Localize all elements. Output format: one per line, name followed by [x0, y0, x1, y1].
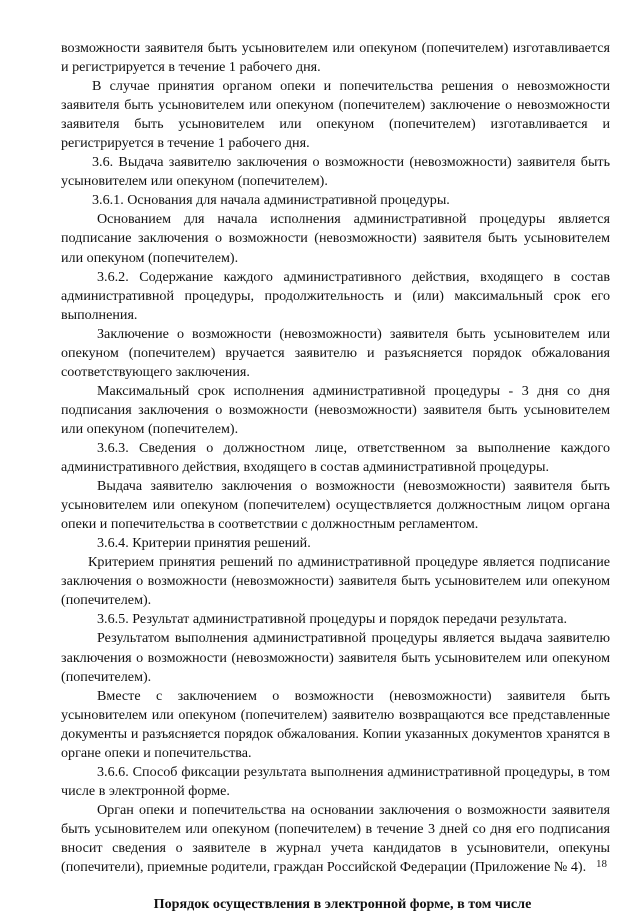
paragraph-issuance: Выдача заявителю заключения о возможности (невозможности) заявителя быть усыновителем или опекуном (попечителем) осуществляется должностным лицом органа опеки и попечительства в соответствии с должностным регламентом. — [61, 478, 610, 533]
page-number: 18 — [596, 858, 607, 870]
paragraph-registry: Орган опеки и попечительства на основании заключения о возможности заявителя быть усыновителем или опекуном (попечителем) в течение 3 дней со дня его подписания вносит сведения о заявителе в журнал учета кандидатов в усыновители, опекуны (попечители), приемные родители, граждан Российской Федерации (Приложение № 4). — [61, 801, 610, 876]
paragraph-criterion: Критерием принятия решений по административной процедуре является подписание заключения о возможности (невозможности) заявителя быть усыновителем или опекуном (попечителем). — [61, 554, 610, 609]
section-3-6-5: 3.6.5. Результат административной процедуры и порядок передачи результата. — [97, 611, 567, 628]
section-3-6: 3.6. Выдача заявителю заключения о возможности (невозможности) заявителя быть усыновителем или опекуном (попечителем). — [61, 154, 610, 190]
document-page — [61, 39, 610, 914]
section-3-6-1: 3.6.1. Основания для начала административной процедуры. — [92, 192, 450, 209]
paragraph-conclusion: Заключение о возможности (невозможности) заявителя быть усыновителем или опекуном (попечителем) вручается заявителю и разъясняется порядок обжалования соответствующего заключения. — [61, 325, 610, 380]
paragraph-2: В случае принятия органом опеки и попечительства решения о невозможности заявителя быть усыновителем или опекуном (попечителем) заключение о невозможности заявителя быть усыновителем или опекуном (попечителем) изготавливается и регистрируется в течение 1 рабочего дня. — [61, 78, 610, 152]
paragraph-documents-return: Вместе с заключением о возможности (невозможности) заявителя быть усыновителем или опекуном (попечителем) заявителю возвращаются все представленные документы и разъясняется порядок обжалования. Копии указанных документов хранятся в органе опеки и попечительства. — [61, 687, 610, 761]
paragraph-basis: Основанием для начала исполнения административной процедуры является подписание заключения о возможности (невозможности) заявителя быть усыновителем или опекуном (попечителем). — [61, 211, 610, 266]
section-3-6-4: 3.6.4. Критерии принятия решений. — [97, 535, 311, 552]
section-heading: Порядок осуществления в электронной форме, в том числе — [153, 896, 532, 913]
paragraph-result: Результатом выполнения административной процедуры является выдача заявителю заключения о возможности (невозможности) заявителя быть усыновителем или опекуном (попечителем). — [61, 630, 610, 685]
section-3-6-2: 3.6.2. Содержание каждого административного действия, входящего в состав административной процедуры, продолжительность и (или) максимальный срок его выполнения. — [61, 268, 610, 323]
section-3-6-3: 3.6.3. Сведения о должностном лице, ответственном за выполнение каждого административного действия, входящего в состав административной процедуры. — [61, 439, 610, 476]
paragraph-max-term: Максимальный срок исполнения административной процедуры - 3 дня со дня подписания заключения о возможности (невозможности) заявителя быть усыновителем или опекуном (попечителем). — [61, 382, 610, 437]
paragraph-1: возможности заявителя быть усыновителем или опекуном (попечителем) изготавливается и регистрируется в течение 1 рабочего дня. — [61, 40, 610, 76]
section-3-6-6: 3.6.6. Способ фиксации результата выполнения административной процедуры, в том числе в электронной форме. — [61, 763, 610, 799]
